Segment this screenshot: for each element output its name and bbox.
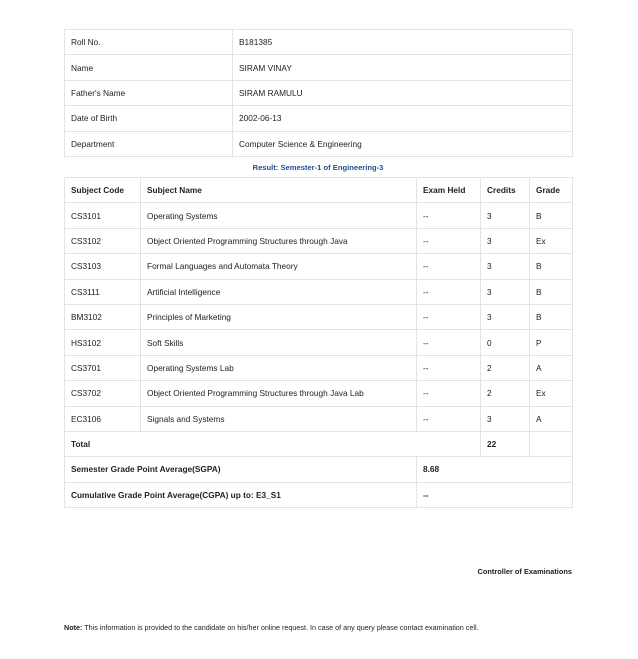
grade-cell: A xyxy=(530,406,573,431)
grade-cell: A xyxy=(530,355,573,380)
subject-name-cell: Operating Systems Lab xyxy=(141,355,417,380)
total-row xyxy=(65,431,573,456)
credits-cell: 0 xyxy=(481,330,530,355)
subject-name-cell: Object Oriented Programming Structures through Java Lab xyxy=(141,381,417,406)
note-label: Note: xyxy=(64,623,83,632)
exam-held-cell: -- xyxy=(417,254,481,279)
header-exam-held: Exam Held xyxy=(417,178,481,203)
grade-cell: B xyxy=(530,254,573,279)
credits-cell: 3 xyxy=(481,304,530,329)
student-row xyxy=(65,30,573,55)
exam-held-cell: -- xyxy=(417,381,481,406)
table-row xyxy=(65,228,573,253)
student-field-value: 2002-06-13 xyxy=(233,106,573,131)
cgpa-row xyxy=(65,482,573,507)
subject-code-cell: CS3702 xyxy=(65,381,141,406)
subject-name-cell: Soft Skills xyxy=(141,330,417,355)
grades-body xyxy=(65,178,573,432)
grade-cell: B xyxy=(530,279,573,304)
grades-header-row xyxy=(65,178,573,203)
subject-name-cell: Principles of Marketing xyxy=(141,304,417,329)
total-label: Total xyxy=(65,431,481,456)
student-row xyxy=(65,106,573,131)
student-details-body xyxy=(65,30,573,157)
sgpa-row xyxy=(65,457,573,482)
subject-name-cell: Formal Languages and Automata Theory xyxy=(141,254,417,279)
student-row xyxy=(65,80,573,105)
header-credits: Credits xyxy=(481,178,530,203)
table-row xyxy=(65,254,573,279)
table-row xyxy=(65,381,573,406)
exam-held-cell: -- xyxy=(417,304,481,329)
subject-code-cell: CS3701 xyxy=(65,355,141,380)
note-text: This information is provided to the candidate on his/her online request. In case of any query please contact examination cell. xyxy=(82,623,479,632)
credits-cell: 2 xyxy=(481,355,530,380)
subject-code-cell: CS3111 xyxy=(65,279,141,304)
subject-name-cell: Signals and Systems xyxy=(141,406,417,431)
subject-code-cell: HS3102 xyxy=(65,330,141,355)
student-field-label: Father's Name xyxy=(65,80,233,105)
student-row xyxy=(65,131,573,156)
student-row xyxy=(65,55,573,80)
exam-held-cell: -- xyxy=(417,406,481,431)
sgpa-label: Semester Grade Point Average(SGPA) xyxy=(65,457,417,482)
subject-code-cell: EC3106 xyxy=(65,406,141,431)
grades-summary xyxy=(65,431,573,507)
subject-code-cell: BM3102 xyxy=(65,304,141,329)
subject-name-cell: Operating Systems xyxy=(141,203,417,228)
exam-held-cell: -- xyxy=(417,203,481,228)
table-row xyxy=(65,406,573,431)
student-field-value: SIRAM RAMULU xyxy=(233,80,573,105)
student-field-label: Name xyxy=(65,55,233,80)
credits-cell: 3 xyxy=(481,279,530,304)
table-row xyxy=(65,355,573,380)
student-field-value: B181385 xyxy=(233,30,573,55)
footer-note xyxy=(64,623,479,632)
table-row xyxy=(65,330,573,355)
grade-cell: Ex xyxy=(530,228,573,253)
cgpa-label: Cumulative Grade Point Average(CGPA) up to: E3_S1 xyxy=(65,482,417,507)
subject-code-cell: CS3102 xyxy=(65,228,141,253)
student-details-table xyxy=(64,29,573,157)
total-grade-empty xyxy=(530,431,573,456)
subject-code-cell: CS3101 xyxy=(65,203,141,228)
result-title: Result: Semester-1 of Engineering-3 xyxy=(252,163,384,172)
header-subject-name: Subject Name xyxy=(141,178,417,203)
subject-name-cell: Object Oriented Programming Structures through Java xyxy=(141,228,417,253)
header-grade: Grade xyxy=(530,178,573,203)
table-row xyxy=(65,203,573,228)
table-row xyxy=(65,304,573,329)
table-row xyxy=(65,279,573,304)
grade-cell: P xyxy=(530,330,573,355)
credits-cell: 3 xyxy=(481,254,530,279)
controller-of-examinations: Controller of Examinations xyxy=(477,567,572,576)
exam-held-cell: -- xyxy=(417,228,481,253)
header-subject-code: Subject Code xyxy=(65,178,141,203)
credits-cell: 3 xyxy=(481,203,530,228)
sgpa-value: 8.68 xyxy=(417,457,573,482)
grade-cell: B xyxy=(530,203,573,228)
credits-cell: 2 xyxy=(481,381,530,406)
subject-name-cell: Artificial Intelligence xyxy=(141,279,417,304)
total-credits: 22 xyxy=(481,431,530,456)
grade-cell: B xyxy=(530,304,573,329)
student-field-label: Department xyxy=(65,131,233,156)
credits-cell: 3 xyxy=(481,228,530,253)
grades-table xyxy=(64,177,573,508)
student-field-value: Computer Science & Engineering xyxy=(233,131,573,156)
exam-held-cell: -- xyxy=(417,279,481,304)
student-field-label: Date of Birth xyxy=(65,106,233,131)
exam-held-cell: -- xyxy=(417,355,481,380)
grade-cell: Ex xyxy=(530,381,573,406)
credits-cell: 3 xyxy=(481,406,530,431)
student-field-label: Roll No. xyxy=(65,30,233,55)
student-field-value: SIRAM VINAY xyxy=(233,55,573,80)
exam-held-cell: -- xyxy=(417,330,481,355)
subject-code-cell: CS3103 xyxy=(65,254,141,279)
cgpa-value: -- xyxy=(417,482,573,507)
